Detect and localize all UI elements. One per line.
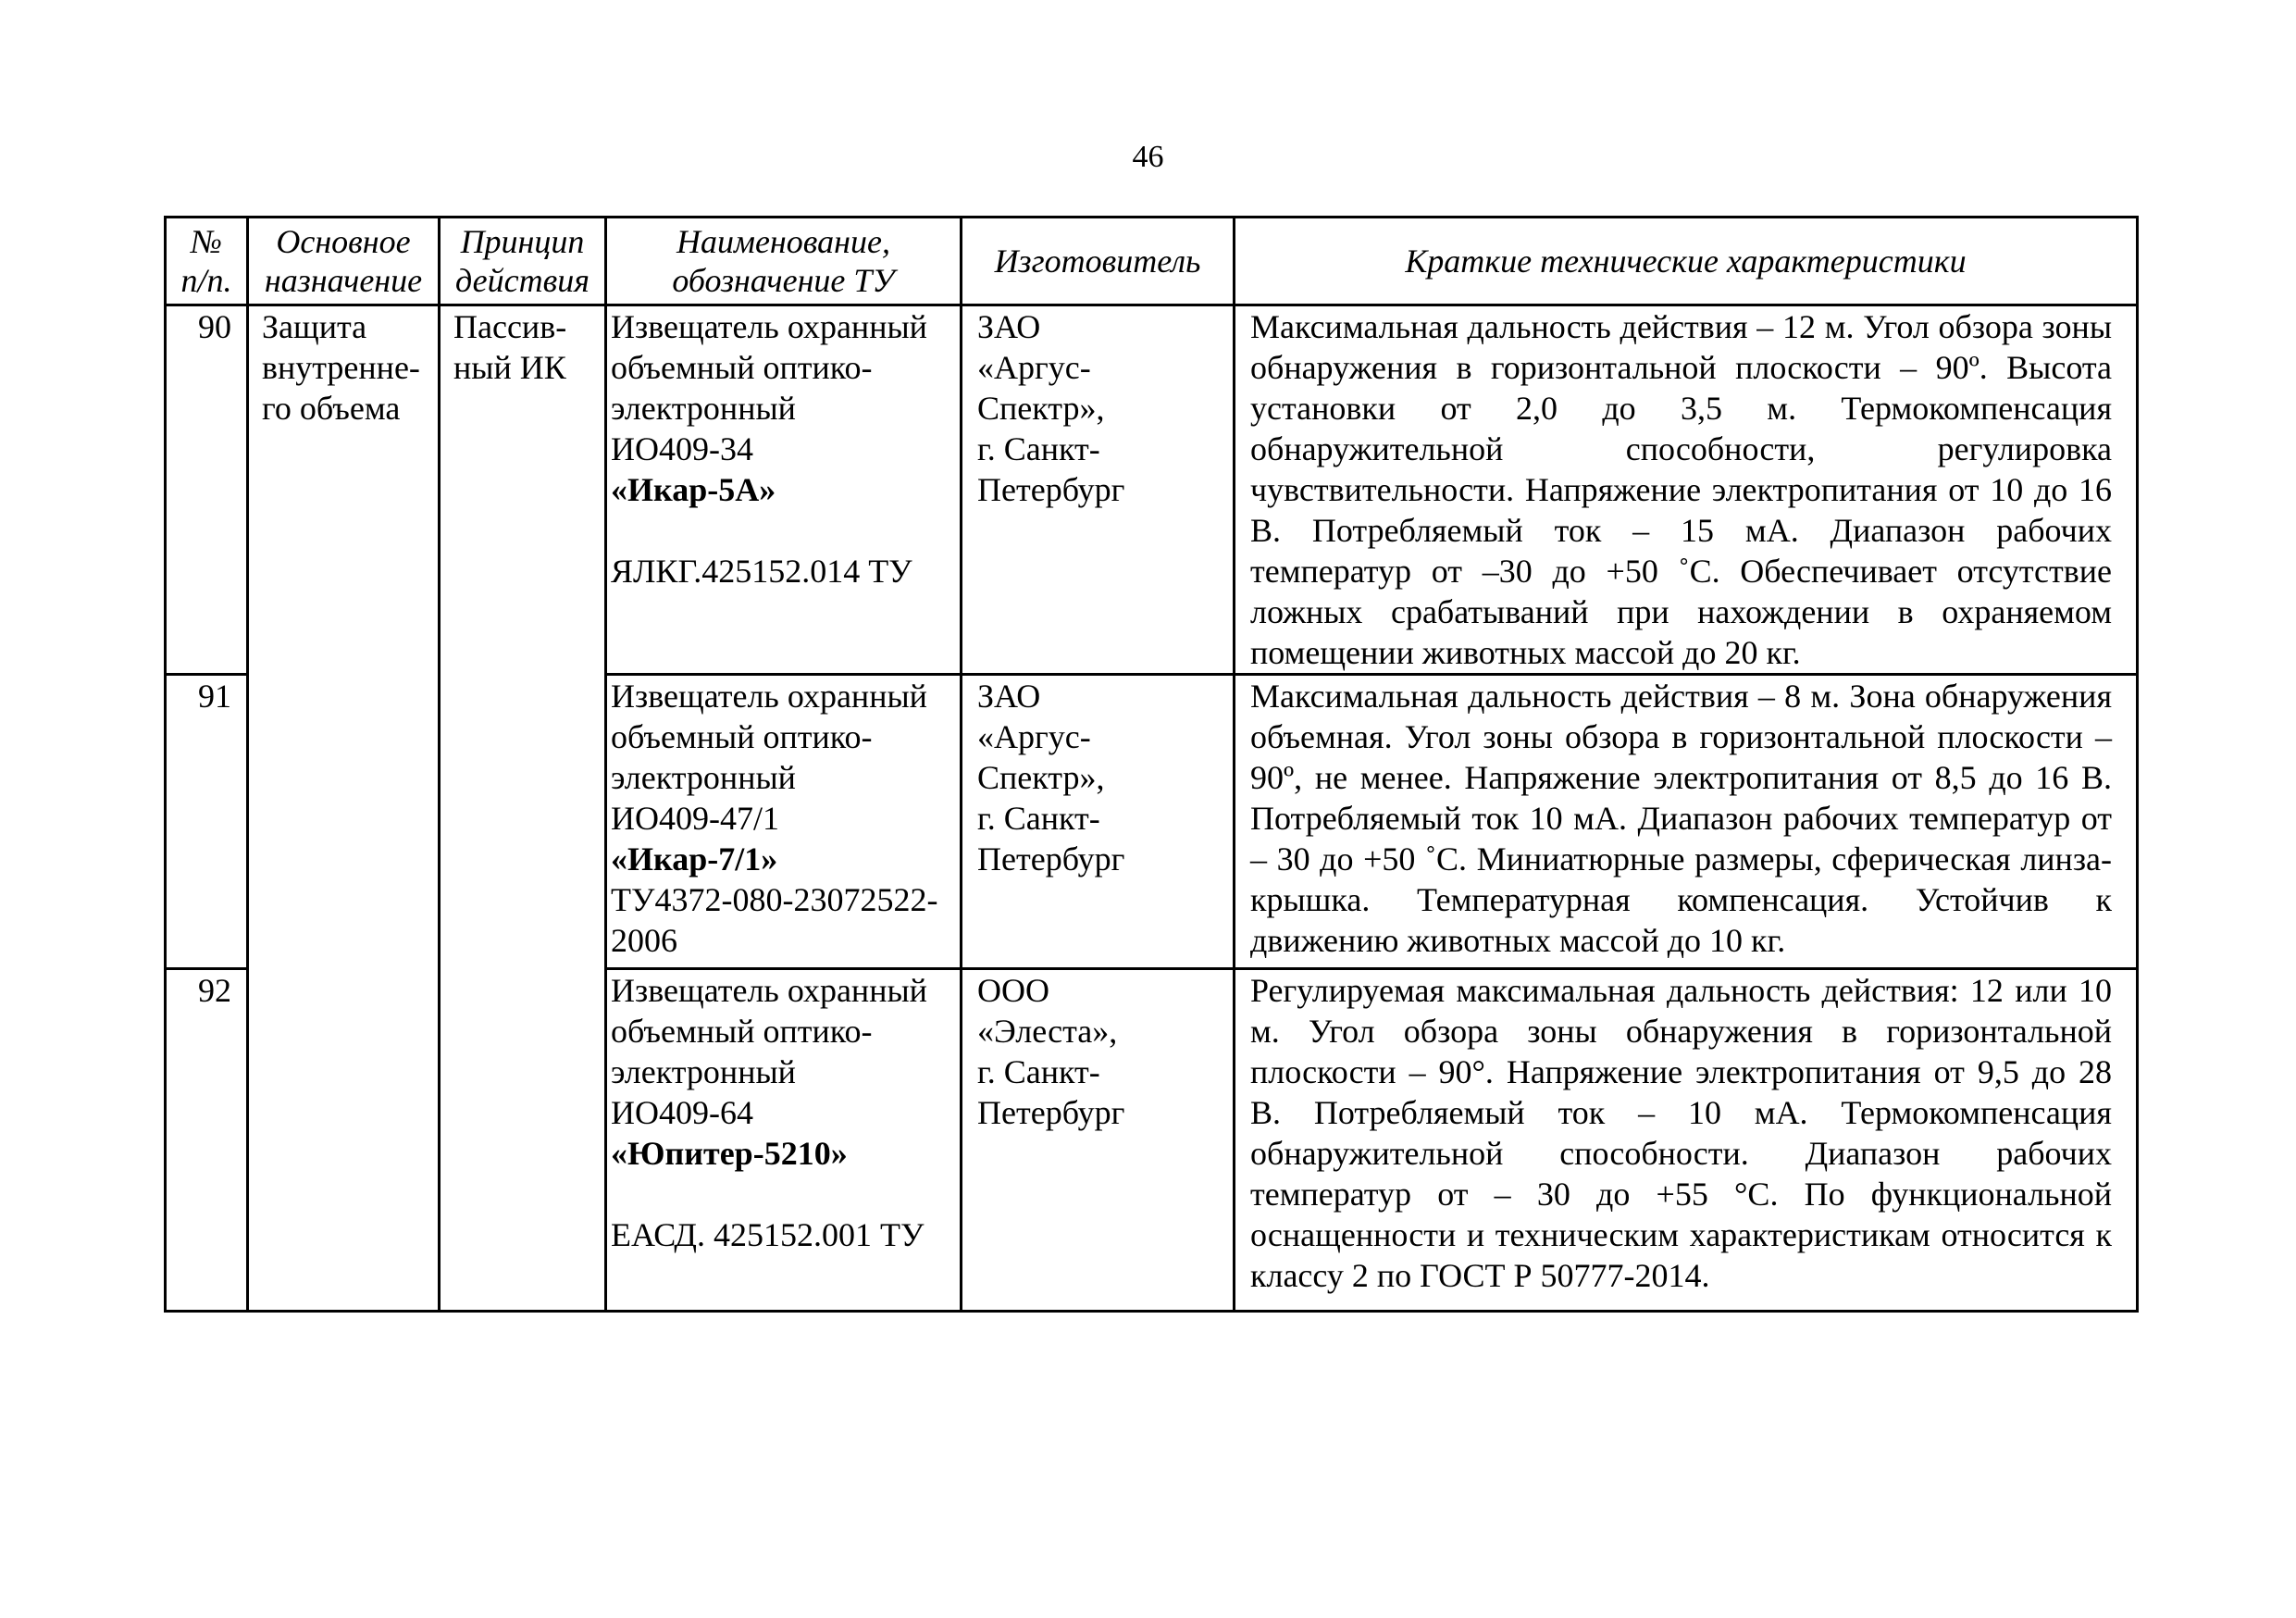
header-number: № п/п. [166, 218, 248, 305]
header-specs: Краткие технические характеристики [1235, 218, 2138, 305]
device-name-cell: Извещатель охранный объемный оптико- электронный ИО409-34 «Икар-5А» ЯЛКГ.425152.014 ТУ [606, 305, 962, 675]
header-name: Наименование, обозначение ТУ [606, 218, 962, 305]
specs-cell: Регулируемая максимальная дальность действия: 12 или 10 м. Угол обзора зоны обнаружения в горизонтальной плоскости – 90°. Напряжение электропитания от 9,5 до 28 В. Потребляемый ток – 10 мА. Термокомпенсация обнаружительной способности. Диапазон рабочих температур от – 30 до +55 °С. По функциональной оснащенности и техническим характеристикам относится к классу 2 по ГОСТ Р 50777-2014. [1235, 969, 2138, 1312]
row-number: 91 [166, 675, 248, 969]
specs-cell: Максимальная дальность действия – 8 м. Зона обнаружения объемная. Угол зоны обзора в горизонтальной плоскости – 90º, не менее. Напряжение электропитания от 8,5 до 16 В. Потребляемый ток 10 мА. Диапазон рабочих температур от – 30 до +50 ˚С. Миниатюрные размеры, сферическая линза-крышка. Температурная компенсация. Устойчив к движению животных массой до 10 кг. [1235, 675, 2138, 969]
device-name-cell: Извещатель охранный объемный оптико- электронный ИО409-47/1 «Икар-7/1» ТУ4372-080-23072522- 2006 [606, 675, 962, 969]
header-manufacturer: Изготовитель [962, 218, 1235, 305]
manufacturer-cell: ЗАО «Аргус- Спектр», г. Санкт- Петербург [962, 675, 1235, 969]
header-principle: Принцип действия [440, 218, 606, 305]
header-row [166, 218, 2138, 305]
device-model: «Икар-7/1» [611, 840, 778, 877]
row-number: 92 [166, 969, 248, 1312]
purpose-cell: Защита внутренне- го объема [248, 305, 440, 1312]
device-tu: ТУ4372-080-23072522- [611, 881, 938, 918]
header-purpose: Основное назначение [248, 218, 440, 305]
specs-cell: Максимальная дальность действия – 12 м. Угол обзора зоны обнаружения в горизонтальной плоскости – 90º. Высота установки от 2,0 до 3,5 м. Термокомпенсация обнаружительной способности, регулировка чувствительности. Напряжение электропитания от 10 до 16 В. Потребляемый ток – 15 мА. Диапазон рабочих температур от –30 до +50 ˚С. Обеспечивает отсутствие ложных срабатываний при нахождении в охраняемом помещении животных массой до 20 кг. [1235, 305, 2138, 675]
device-name-cell: Извещатель охранный объемный оптико- электронный ИО409-64 «Юпитер-5210» ЕАСД. 425152.001 ТУ [606, 969, 962, 1312]
manufacturer-cell: ЗАО «Аргус- Спектр», г. Санкт- Петербург [962, 305, 1235, 675]
device-model: «Икар-5А» [611, 471, 776, 508]
page-number: 46 [1132, 140, 1164, 174]
table-row [166, 305, 2138, 675]
device-tu: ЯЛКГ.425152.014 ТУ [611, 553, 912, 590]
principle-cell: Пассив- ный ИК [440, 305, 606, 1312]
row-number: 90 [166, 305, 248, 675]
device-tu-continued: 2006 [611, 922, 677, 959]
device-tu: ЕАСД. 425152.001 ТУ [611, 1216, 925, 1253]
manufacturer-cell: ООО «Элеста», г. Санкт- Петербург [962, 969, 1235, 1312]
equipment-spec-table [164, 216, 2139, 1313]
device-model: «Юпитер-5210» [611, 1135, 848, 1172]
